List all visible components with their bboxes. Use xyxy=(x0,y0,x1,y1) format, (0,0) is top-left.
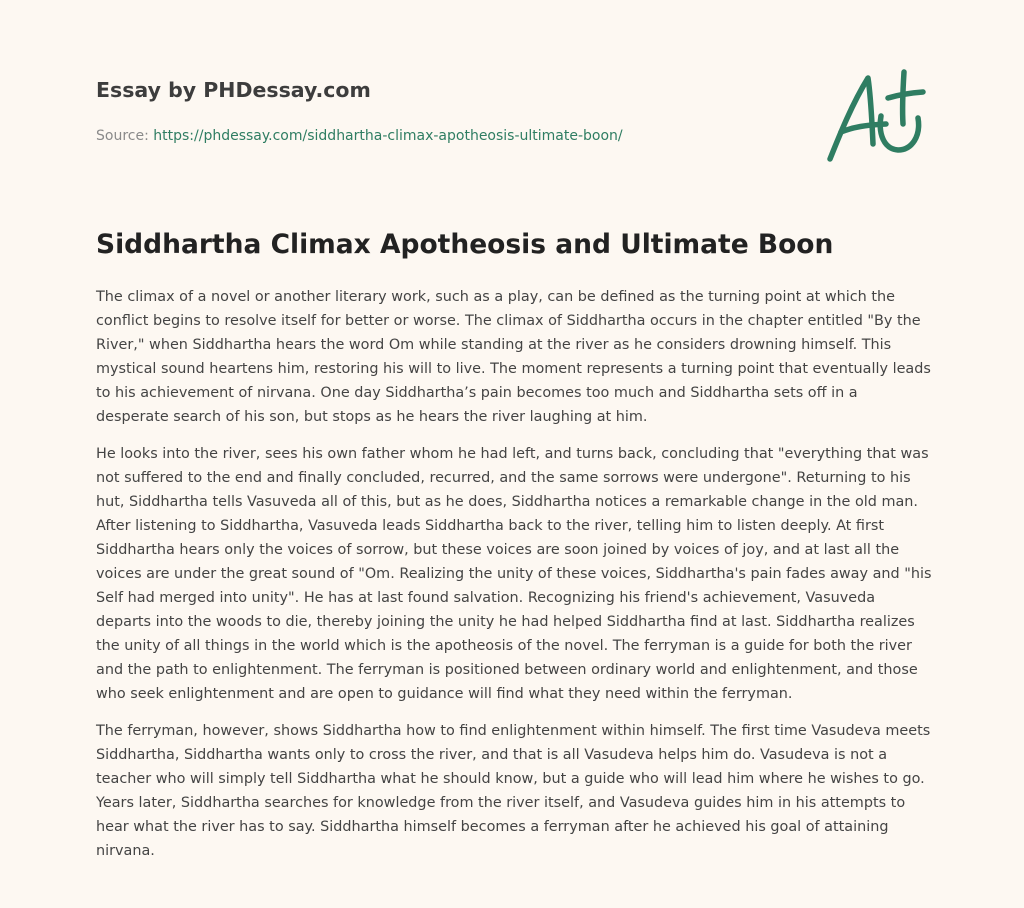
essay-paragraph: The climax of a novel or another literary work, such as a play, can be defined as the turning point at which the conflict begins to resolve itself for better or worse. The climax of Siddhartha occurs in the chapter entitled "By the River," when Siddhartha hears the word Om while standing at the river as he considers drowning himself. This mystical sound heartens him, restoring his will to live. The moment represents a turning point that eventually leads to his achievement of nirvana. One day Siddhartha’s pain becomes too much and Siddhartha sets off in a desperate search of his son, but stops as he hears the river laughing at him. xyxy=(96,289,931,425)
essay-paragraph: He looks into the river, sees his own father whom he had left, and turns back, concluding that "everything that was not suffered to the end and finally concluded, recurred, and the same sorrows were undergone". Returning to his hut, Siddhartha tells Vasuveda all of this, but as he does, Siddhartha notices a remarkable change in the old man. After listening to Siddhartha, Vasuveda leads Siddhartha back to the river, telling him to listen deeply. At first Siddhartha hears only the voices of sorrow, but these voices are soon joined by voices of joy, and at last all the voices are under the great sound of "Om. Realizing the unity of these voices, Siddhartha's pain fades away and "his Self had merged into unity". He has at last found salvation. Recognizing his friend's achievement, Vasuveda departs into the woods to die, thereby joining the unity he had helped Siddhartha find at last. Siddhartha realizes the unity of all things in the world which is the apotheosis of the novel. The ferryman is a guide for both the river and the path to enlightenment. The ferryman is positioned between ordinary world and enlightenment, and those who seek enlightenment and are open to guidance will find what they need within the ferryman. xyxy=(96,446,932,702)
a-plus-grade-icon xyxy=(818,64,930,168)
site-brand: Essay by PHDessay.com xyxy=(96,78,371,102)
source-link[interactable]: https://phdessay.com/siddhartha-climax-apotheosis-ultimate-boon/ xyxy=(153,128,623,144)
essay-header xyxy=(96,76,796,146)
source-line xyxy=(96,126,796,146)
essay-body xyxy=(96,285,932,876)
essay-title: Siddhartha Climax Apotheosis and Ultimate Boon xyxy=(96,229,834,260)
source-label: Source: xyxy=(96,128,154,144)
essay-paragraph: The ferryman, however, shows Siddhartha how to find enlightenment within himself. The first time Vasudeva meets Siddhartha, Siddhartha wants only to cross the river, and that is all Vasudeva helps him do. Vasudeva is not a teacher who will simply tell Siddhartha what he should know, but a guide who will lead him where he wishes to go. Years later, Siddhartha searches for knowledge from the river itself, and Vasudeva guides him in his attempts to hear what the river has to say. Siddhartha himself becomes a ferryman after he achieved his goal of attaining nirvana. xyxy=(96,723,931,859)
